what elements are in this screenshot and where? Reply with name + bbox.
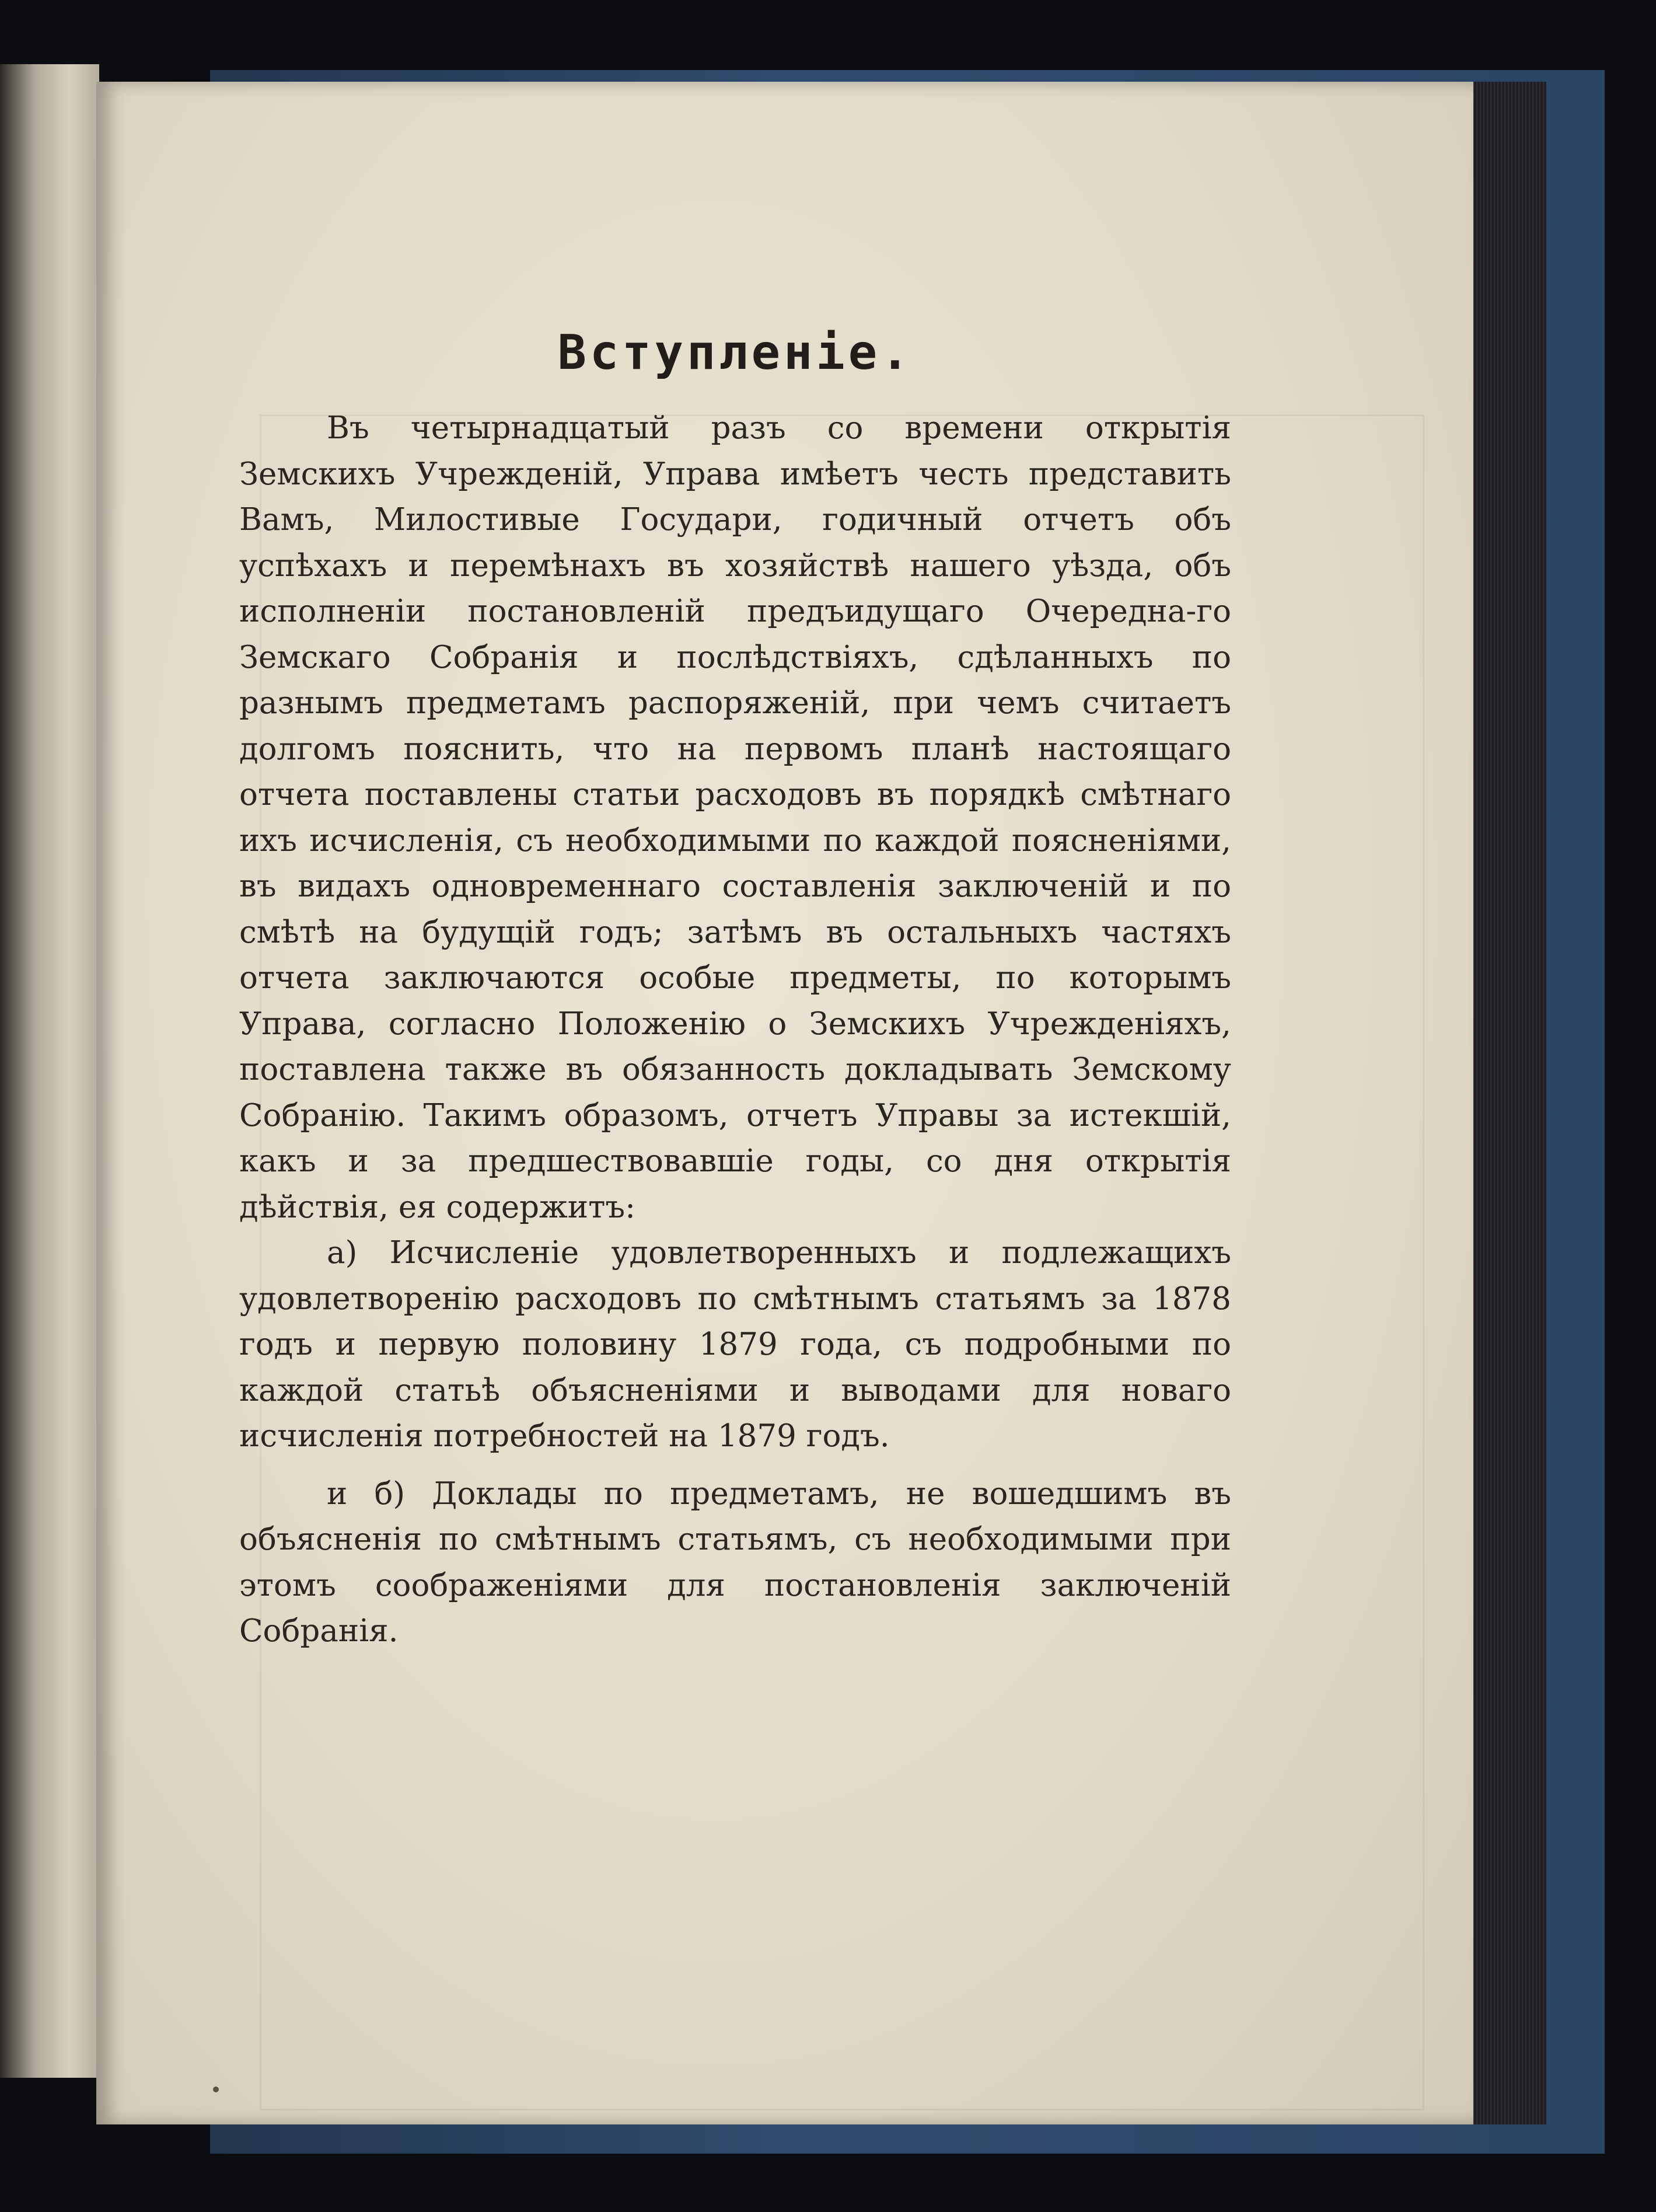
left-page-edge: [0, 64, 99, 2078]
paragraph-item-b: и б) Доклады по предметамъ, не вошедшимъ въ объясненія по смѣтнымъ статьямъ, съ необходимыми при этомъ соображеніями для постановленія заключеній Собранія.: [239, 1475, 1231, 1649]
page-stack-edge: [1465, 82, 1546, 2124]
text-block: [239, 301, 1231, 1655]
ink-dot: [213, 2087, 219, 2092]
paragraph-intro: Въ четырнадцатый разъ со времени открытія Земскихъ Учрежденій, Управа имѣетъ честь представить Вамъ, Милостивые Государи, годичный отчетъ объ успѣхахъ и перемѣнахъ въ хозяйствѣ нашего уѣзда, объ исполненіи постановленій предъидущаго Очередна-го Земскаго Собранія и послѣдствіяхъ, сдѣланныхъ по разнымъ предметамъ распоряженій, при чемъ считаетъ долгомъ пояснить, что на первомъ планѣ настоящаго отчета поставлены статьи расходовъ въ порядкѣ смѣтнаго ихъ исчисленія, съ необходимыми по каждой поясненіями, въ видахъ одновременнаго составленія заключеній и по смѣтѣ на будущій годъ; затѣмъ въ остальныхъ частяхъ отчета заключаются особые предметы, по которымъ Управа, согласно Положенію о Земскихъ Учрежденіяхъ, поставлена также въ обязанность докладывать Земскому Собранію. Такимъ образомъ, отчетъ Управы за истекшій, какъ и за предшествовавшіе годы, со дня открытія дѣйствія, ея содержитъ:: [239, 410, 1231, 1225]
chapter-title: Вступленіе.: [557, 325, 913, 381]
paragraph-item-a: а) Исчисленіе удовлетворенныхъ и подлежащихъ удовлетворенію расходовъ по смѣтнымъ статьямъ за 1878 годъ и первую половину 1879 года, съ подробными по каждой статьѣ объясненіями и выводами для новаго исчисленія потребностей на 1879 годъ.: [239, 1235, 1231, 1454]
